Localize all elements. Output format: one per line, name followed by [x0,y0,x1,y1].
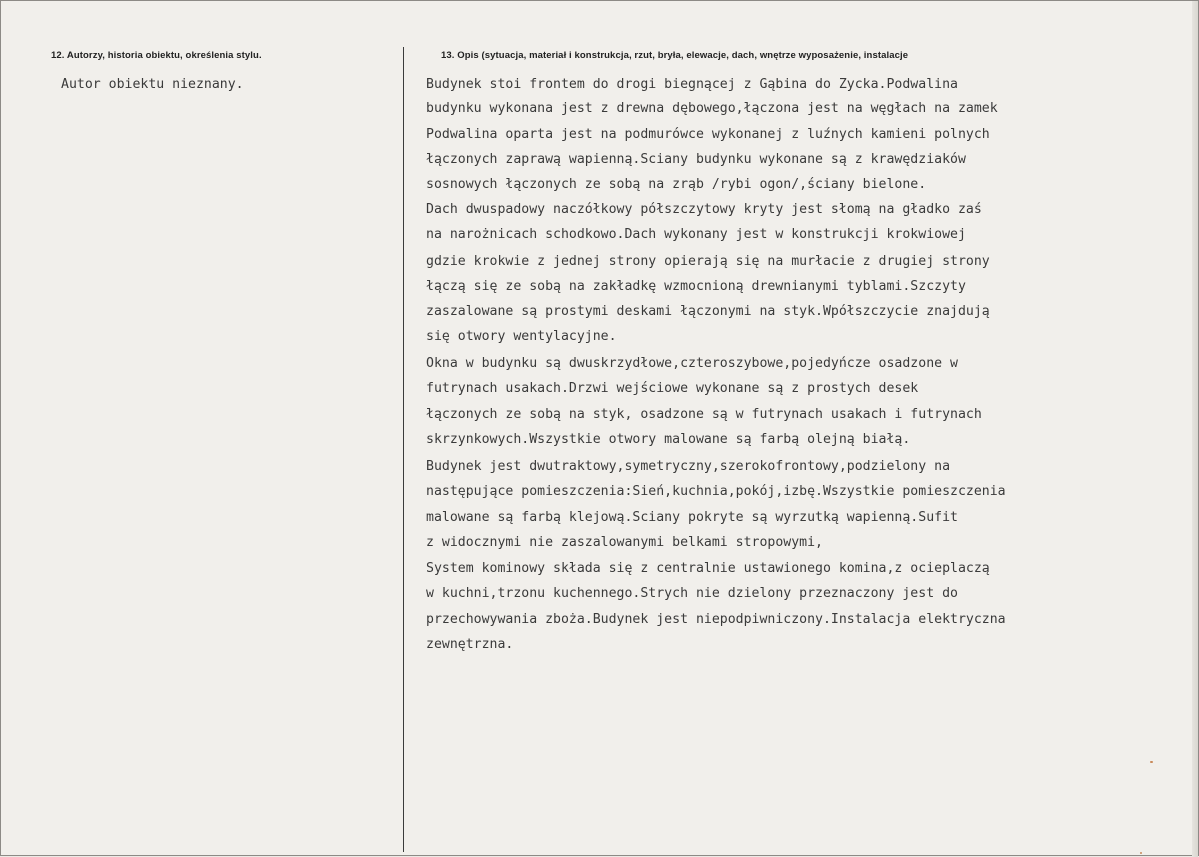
description-line: się otwory wentylacyjne. [426,329,617,344]
description-line: System kominowy składa się z centralnie ustawionego komina,z ocieplaczą [426,561,990,576]
description-line: malowane są farbą klejową.Sciany pokryte są wyrzutką wapienną.Sufit [426,510,958,525]
description-line: gdzie krokwie z jednej strony opierają się na murłacie z drugiej strony [426,254,990,269]
description-line: Dach dwuspadowy naczółkowy półszczytowy kryty jest słomą na gładko zaś [426,202,982,217]
description-line: Budynek stoi frontem do drogi biegnącej z Gąbina do Zycka.Podwalina [426,77,958,92]
description-line: futrynach usakach.Drzwi wejściowe wykonane są z prostych desek [426,381,919,396]
description-line: budynku wykonana jest z drewna dębowego,łączona jest na węgłach na zamek [426,101,998,116]
description-line: z widocznymi nie zaszalowanymi belkami stropowymi, [426,535,823,550]
description-line: zaszalowane są prostymi deskami łączonymi na styk.Wpółszczycie znajdują [426,304,990,319]
description-line: Podwalina oparta jest na podmurówce wykonanej z luźnych kamieni polnych [426,127,990,142]
description-line: zewnętrzna. [426,637,514,652]
description-line: przechowywania zboża.Budynek jest niepodpiwniczony.Instalacja elektryczna [426,612,1006,627]
description-line: Okna w budynku są dwuskrzydłowe,czteroszybowe,pojedyńcze osadzone w [426,356,958,371]
author-text: Autor obiektu nieznany. [61,77,244,92]
description-line: w kuchni,trzonu kuchennego.Strych nie dzielony przeznaczony jest do [426,586,958,601]
description-line: na narożnicach schodkowo.Dach wykonany jest w konstrukcji krokwiowej [426,227,966,242]
description-line: łączonych zaprawą wapienną.Sciany budynku wykonane są z krawędziaków [426,152,966,167]
description-line: łączonych ze sobą na styk, osadzone są w futrynach usakach i futrynach [426,407,982,422]
description-line: sosnowych łączonych ze sobą na zrąb /rybi ogon/,ściany bielone. [426,177,927,192]
description-line: Budynek jest dwutraktowy,symetryczny,szerokofrontowy,podzielony na [426,459,951,474]
description-line: łączą się ze sobą na zakładkę wzmocnioną drewnianymi tyblami.Szczyty [426,279,966,294]
paper-speck [1140,852,1142,854]
description-line: skrzynkowych.Wszystkie otwory malowane są farbą olejną białą. [426,432,911,447]
card-edge [1192,1,1198,857]
field-12-label: 12. Autorzy, historia obiektu, określenia stylu. [51,50,262,61]
description-line: następujące pomieszczenia:Sień,kuchnia,pokój,izbę.Wszystkie pomieszczenia [426,484,1006,499]
field-13-label: 13. Opis (sytuacja, materiał i konstrukcja, rzut, bryła, elewacje, dach, wnętrze wyposażenie, instalacje [441,50,909,61]
column-divider [403,47,404,852]
paper-speck [1150,761,1153,763]
